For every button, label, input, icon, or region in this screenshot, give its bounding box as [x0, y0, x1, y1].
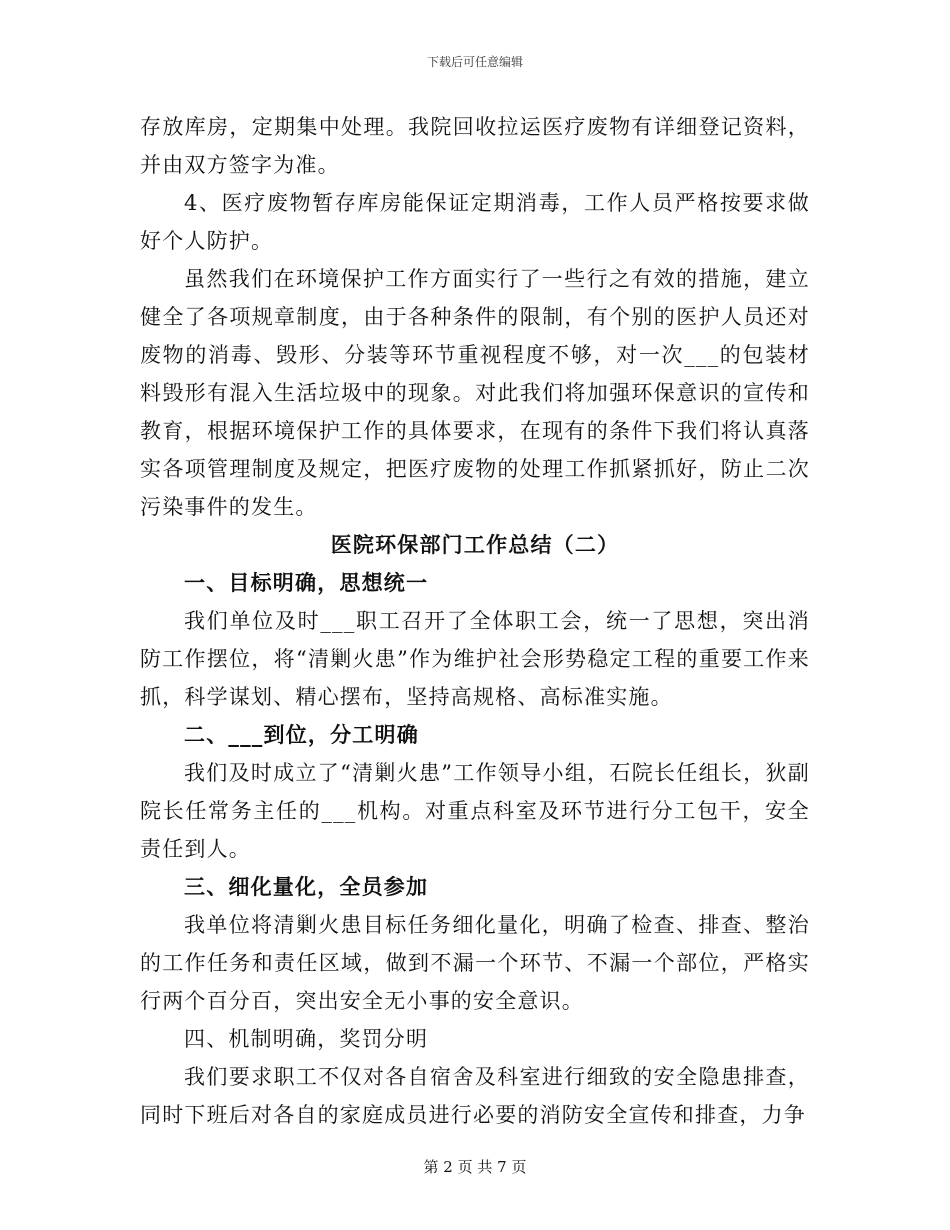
- section-body-3: 我单位将清剿火患目标任务细化量化，明确了检查、排查、整治的工作任务和责任区域，做到不漏一个环节、不漏一个部位，严格实行两个百分百，突出安全无小事的安全意识。: [140, 913, 810, 1013]
- section-body-1: 我们单位及时___职工召开了全体职工会，统一了思想，突出消防工作摆位，将“清剿火患”作为维护社会形势稳定工程的重要工作来抓，科学谋划、精心摆布，坚持高规格、高标准实施。: [140, 609, 810, 709]
- section-heading-2: 二、___到位，分工明确: [184, 722, 419, 747]
- paragraph-summary: 虽然我们在环境保护工作方面实行了一些行之有效的措施，建立健全了各项规章制度，由于各种条件的限制，有个别的医护人员还对废物的消毒、毁形、分装等环节重视程度不够，对一次___的包装材料毁形有混入生活垃圾中的现象。对此我们将加强环保意识的宣传和教育，根据环境保护工作的具体要求，在现有的条件下我们将认真落实各项管理制度及规定，把医疗废物的处理工作抓紧抓好，防止二次污染事件的发生。: [140, 267, 810, 519]
- section-heading-1: 一、目标明确，思想统一: [184, 570, 429, 595]
- paragraph-item-4: 4、医疗废物暂存库房能保证定期消毒，工作人员严格按要求做好个人防护。: [140, 191, 810, 253]
- page-header: 下载后可任意编辑: [426, 55, 523, 69]
- paragraph-continuation: 存放库房，定期集中处理。我院回收拉运医疗废物有详细登记资料，并由双方签字为准。: [140, 115, 810, 177]
- section-heading-3: 三、细化量化，全员参加: [184, 874, 429, 899]
- section-title: 医院环保部门工作总结（二）: [330, 532, 620, 557]
- section-body-2: 我们及时成立了“清剿火患”工作领导小组，石院长任组长，狄副院长任常务主任的___机构。对重点科室及环节进行分工包干，安全责任到人。: [140, 761, 810, 861]
- document-body: [140, 108, 810, 1134]
- section-body-4: 我们要求职工不仅对各自宿舍及科室进行细致的安全隐患排查，同时下班后对各自的家庭成员进行必要的消防安全宣传和排查，力争: [140, 1065, 810, 1127]
- section-heading-4: 四、机制明确，奖罚分明: [184, 1027, 429, 1051]
- page-footer: 第 2 页 共 7 页: [423, 1158, 527, 1176]
